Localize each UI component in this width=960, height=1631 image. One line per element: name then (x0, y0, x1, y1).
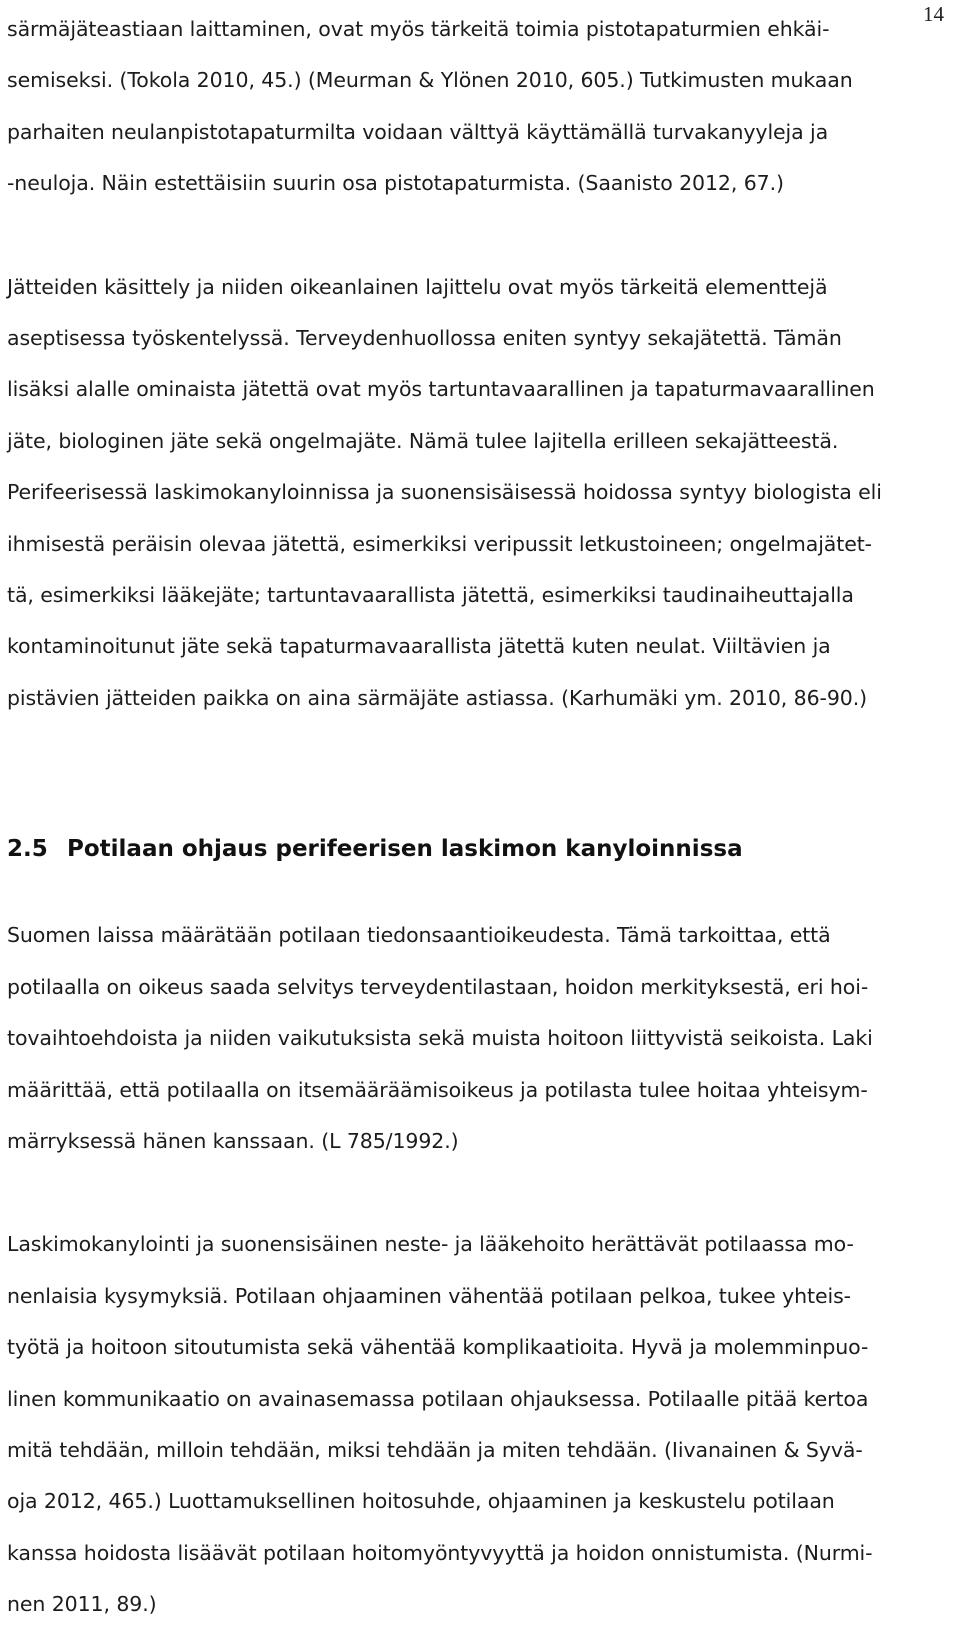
text-line: semiseksi. (Tokola 2010, 45.) (Meurman & Ylönen 2010, 605.) Tutkimusten mukaan (7, 68, 853, 93)
text-line: parhaiten neulanpistotapaturmilta voidaan välttyä käyttämällä turvakanyyleja ja (7, 119, 829, 144)
heading-spacer (7, 875, 942, 910)
text-line: oja 2012, 465.) Luottamuksellinen hoitosuhde, ohjaaminen ja keskustelu potilaan (7, 1489, 835, 1514)
section-spacer (7, 724, 942, 824)
text-line: kontaminoitunut jäte sekä tapaturmavaarallista jätettä kuten neulat. Viiltävien ja (7, 634, 831, 659)
text-line: ihmisestä peräisin olevaa jätettä, esimerkiksi veripussit letkustoineen; ongelmajätet- (7, 531, 872, 556)
text-line: linen kommunikaatio on avainasemassa potilaan ohjauksessa. Potilaalle pitää kertoa (7, 1386, 869, 1411)
paragraph-patient-guidance (7, 1219, 942, 1630)
text-line: -neuloja. Näin estettäisiin suurin osa pistotapaturmista. (Saanisto 2012, 67.) (7, 171, 784, 196)
text-line: potilaalla on oikeus saada selvitys terveydentilastaan, hoidon merkityksestä, eri hoi- (7, 974, 869, 999)
paragraph-patient-rights (7, 910, 942, 1167)
text-line: Jätteiden käsittely ja niiden oikeanlainen lajittelu ovat myös tärkeitä elementtejä (7, 274, 828, 299)
paragraph-spacer (7, 1167, 942, 1219)
text-line: tovaihtoehdoista ja niiden vaikutuksista sekä muista hoitoon liittyvistä seikoista. Laki (7, 1026, 873, 1051)
paragraph-sharps-safety (7, 4, 942, 210)
page-number: 14 (923, 2, 944, 26)
text-line: aseptisessa työskentelyssä. Terveydenhuollossa eniten syntyy sekajätettä. Tämän (7, 325, 842, 350)
text-line: nen 2011, 89.) (7, 1592, 157, 1617)
text-line: särmäjäteastiaan laittaminen, ovat myös tärkeitä toimia pistotapaturmien ehkäi- (7, 17, 830, 41)
section-number: 2.5 (7, 836, 48, 863)
text-line: märryksessä hänen kanssaan. (L 785/1992.) (7, 1129, 459, 1154)
text-line: Suomen laissa määrätään potilaan tiedonsaantioikeudesta. Tämä tarkoittaa, että (7, 923, 831, 948)
text-line: kanssa hoidosta lisäävät potilaan hoitomyöntyvyyttä ja hoidon onnistumista. (Nurmi- (7, 1540, 873, 1565)
section-heading (7, 824, 942, 875)
text-line: jäte, biologinen jäte sekä ongelmajäte. Nämä tulee lajitella erilleen sekajätteestä. (7, 428, 839, 453)
paragraph-spacer (7, 210, 942, 262)
text-line: Perifeerisessä laskimokanyloinnissa ja suonensisäisessä hoidossa syntyy biologista eli (7, 480, 882, 505)
text-line: lisäksi alalle ominaista jätettä ovat myös tartuntavaarallinen ja tapaturmavaarallinen (7, 377, 875, 402)
text-line: nenlaisia kysymyksiä. Potilaan ohjaaminen vähentää potilaan pelkoa, tukee yhteis- (7, 1283, 851, 1308)
text-line: Laskimokanylointi ja suonensisäinen neste- ja lääkehoito herättävät potilaassa mo- (7, 1232, 854, 1257)
document-body (7, 4, 942, 1631)
text-line: mitä tehdään, milloin tehdään, miksi tehdään ja miten tehdään. (Iivanainen & Syvä- (7, 1437, 863, 1462)
paragraph-waste-handling (7, 262, 942, 725)
text-line: pistävien jätteiden paikka on aina särmäjäte astiassa. (Karhumäki ym. 2010, 86-90.) (7, 685, 868, 710)
section-title: Potilaan ohjaus perifeerisen laskimon kanyloinnissa (67, 836, 743, 863)
text-line: tä, esimerkiksi lääkejäte; tartuntavaarallista jätettä, esimerkiksi taudinaiheuttajalla (7, 582, 854, 607)
text-line: määrittää, että potilaalla on itsemääräämisoikeus ja potilasta tulee hoitaa yhteisym- (7, 1077, 868, 1102)
text-line: työtä ja hoitoon sitoutumista sekä vähentää komplikaatioita. Hyvä ja molemminpuo- (7, 1335, 869, 1360)
